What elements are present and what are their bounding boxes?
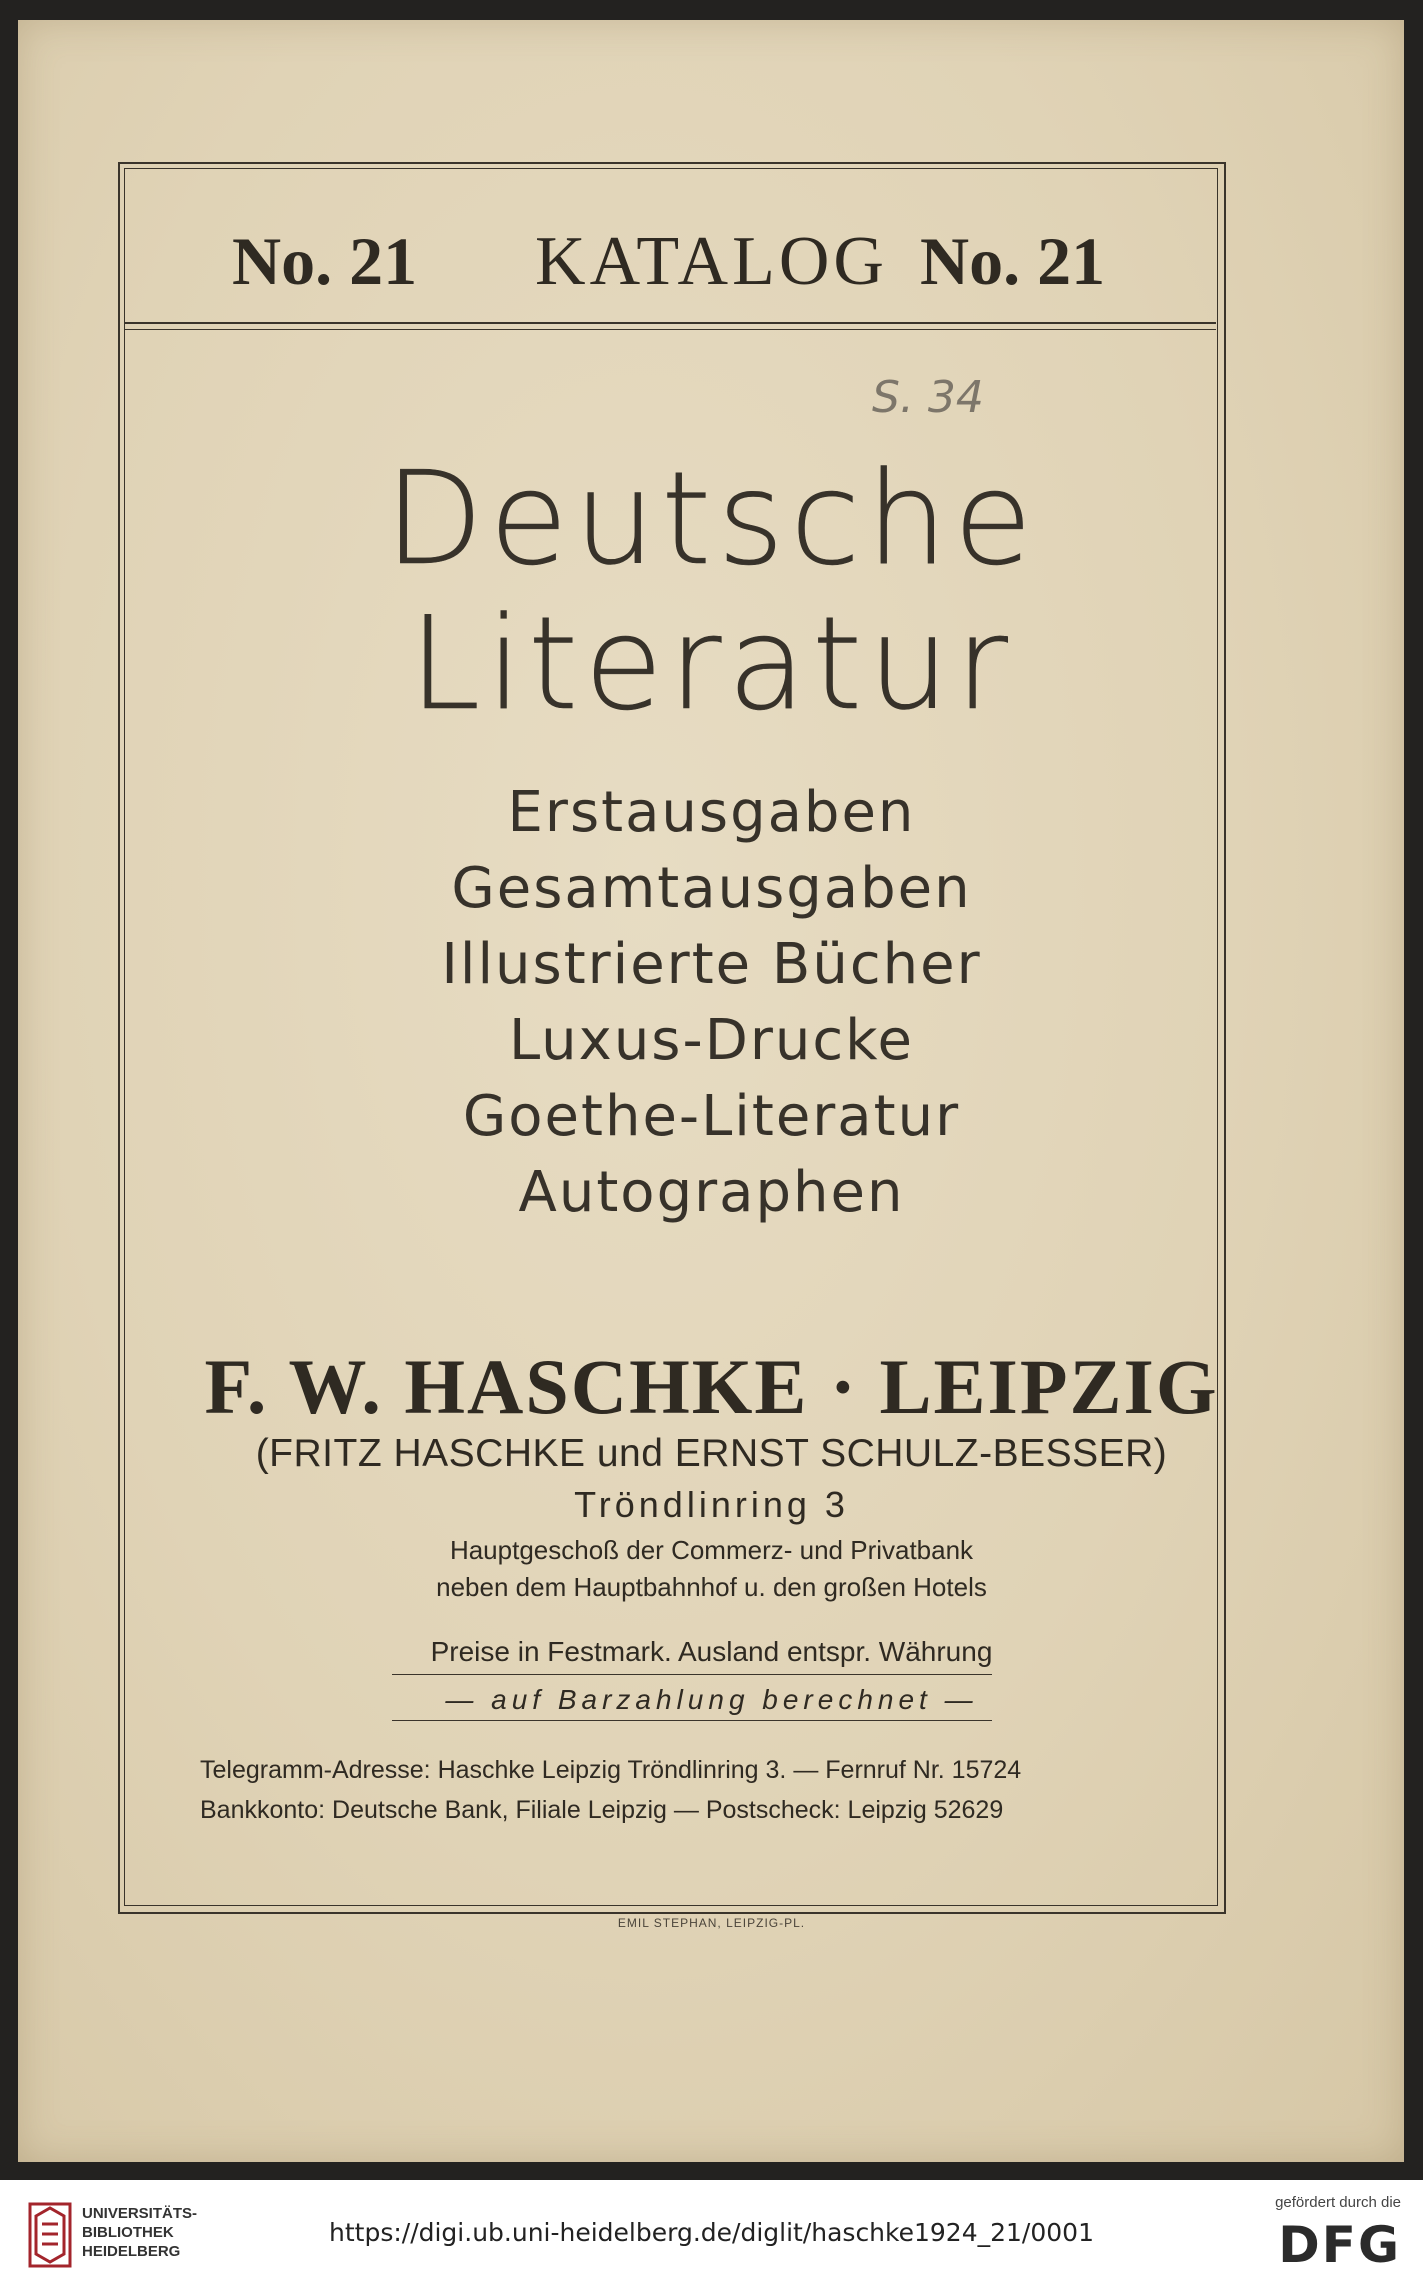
- firm-location-line2: neben dem Hauptbahnhof u. den großen Hotels: [436, 1572, 987, 1602]
- catalog-heading: KATALOG: [535, 223, 888, 300]
- viewer-footer: [0, 2180, 1423, 2292]
- main-title-line1: Deutsche: [384, 445, 1039, 594]
- library-name: UNIVERSITÄTS- BIBLIOTHEK HEIDELBERG: [82, 2205, 198, 2260]
- subject-item: Autographen: [518, 1160, 905, 1225]
- funding-note: gefördert durch die: [1275, 2194, 1401, 2211]
- subject-item: Luxus-Drucke: [508, 1008, 915, 1073]
- printer-imprint: EMIL STEPHAN, LEIPZIG-PL.: [617, 1916, 806, 1930]
- firm-location-line1: Hauptgeschoß der Commerz- und Privatbank: [449, 1535, 974, 1565]
- header-divider-thin: [124, 329, 1216, 330]
- subject-item: Goethe-Literatur: [462, 1084, 961, 1149]
- pricing-underline: [392, 1674, 992, 1675]
- contact-bank: Bankkonto: Deutsche Bank, Filiale Leipzig — Postscheck: Leipzig 52629: [200, 1796, 1004, 1824]
- subject-item: Gesamtausgaben: [451, 856, 972, 921]
- firm-street: Tröndlinring 3: [574, 1484, 849, 1525]
- permalink-url[interactable]: https://digi.ub.uni-heidelberg.de/diglit/haschke1924_21/0001: [329, 2218, 1094, 2247]
- dfg-logo: DFG: [1278, 2216, 1401, 2274]
- pencil-annotation: S. 34: [872, 372, 984, 423]
- catalog-number-right: No. 21: [920, 223, 1106, 299]
- catalog-number-left: No. 21: [232, 223, 418, 299]
- firm-partners: (FRITZ HASCHKE und ERNST SCHULZ-BESSER): [255, 1432, 1168, 1475]
- pricing-line2: — auf Barzahlung berechnet —: [445, 1684, 978, 1715]
- main-title-line2: Literatur: [409, 590, 1014, 739]
- contact-telegram: Telegramm-Adresse: Haschke Leipzig Tröndlinring 3. — Fernruf Nr. 15724: [200, 1756, 1022, 1784]
- subject-item: Erstausgaben: [507, 780, 916, 845]
- pricing-underline: [392, 1720, 992, 1721]
- subject-item: Illustrierte Bücher: [441, 932, 982, 997]
- pricing-line1: Preise in Festmark. Ausland entspr. Währung: [430, 1636, 993, 1667]
- firm-name: F. W. HASCHKE · LEIPZIG: [204, 1343, 1219, 1430]
- header-divider: [124, 322, 1216, 324]
